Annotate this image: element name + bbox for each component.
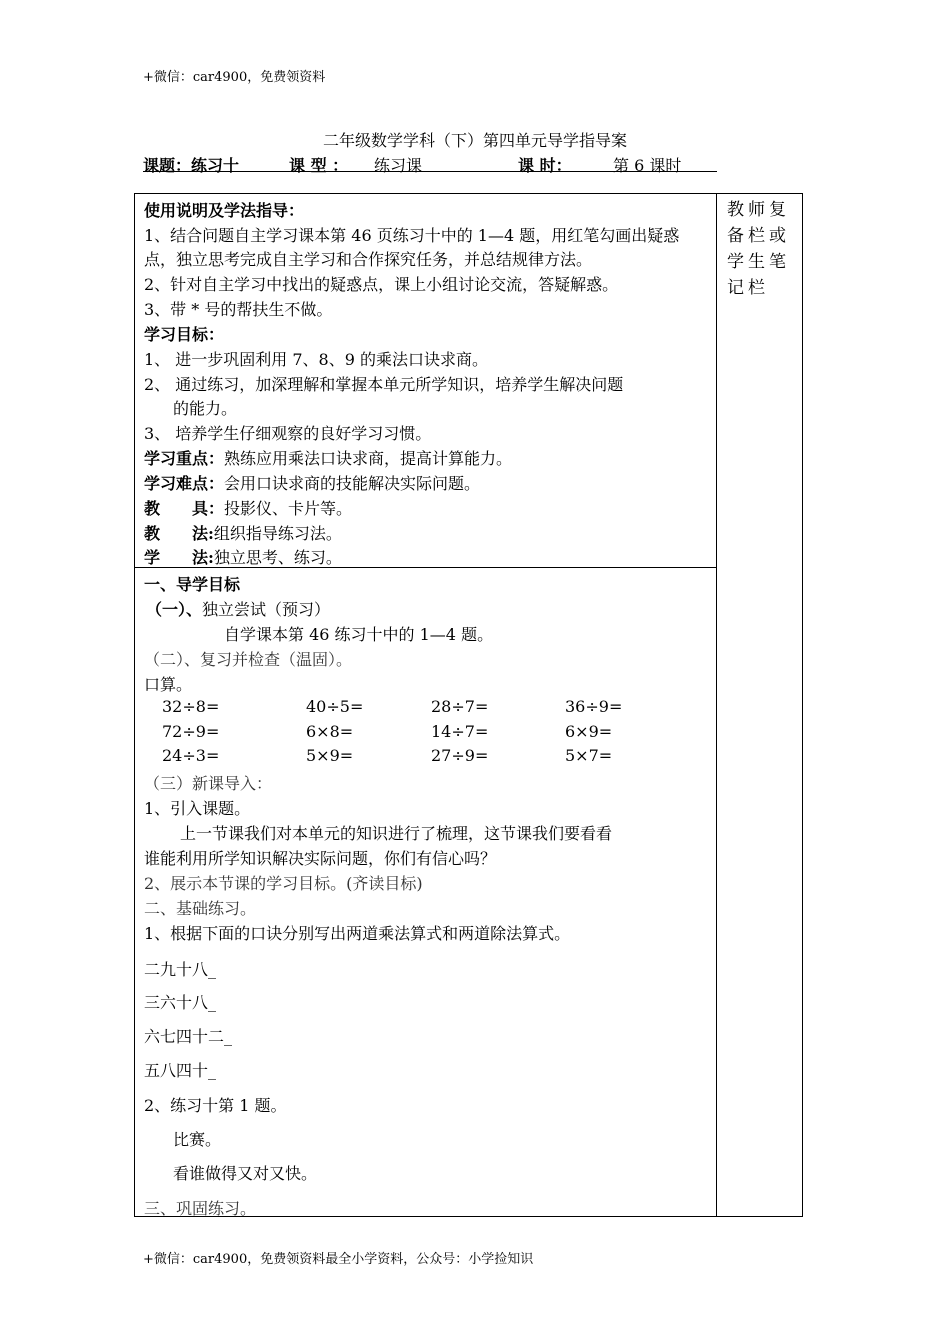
instructions-heading: 使用说明及学法指导：: [144, 201, 305, 220]
exercise-2-a: 比赛。: [173, 1130, 222, 1149]
learn-row: [144, 545, 342, 568]
instruction-1a: 1、结合问题自主学习课本第 46 页练习十中的 1—4 题，用红笔勾画出疑惑: [144, 226, 680, 245]
calc-item: 6×9=: [565, 722, 613, 741]
learn-text: 独立思考、练习。: [213, 548, 342, 567]
rhyme-item: 六七四十二_: [144, 1027, 233, 1046]
focus-text: 熟练应用乘法口诀求商，提高计算能力。: [224, 449, 513, 468]
rhyme-item: 五八四十_: [144, 1061, 217, 1080]
difficulty-text: 会用口诀求商的技能解决实际问题。: [224, 474, 481, 493]
instruction-3: 3、带 * 号的帮扶生不做。: [144, 300, 333, 319]
header-note: +微信：car4900，免费领资料: [143, 70, 326, 85]
subsection-3: （三）新课导入：: [144, 774, 273, 793]
calc-item: 14÷7=: [431, 722, 489, 741]
calc-item: 6×8=: [306, 722, 354, 741]
intro-paragraph-a: 上一节课我们对本单元的知识进行了梳理，这节课我们要看看: [180, 824, 613, 843]
exercise-2-b: 看谁做得又对又快。: [173, 1164, 318, 1183]
calc-item: 36÷9=: [565, 697, 623, 716]
teach-row: [144, 521, 342, 544]
subsection-1-detail: 自学课本第 46 练习十中的 1—4 题。: [224, 625, 494, 644]
teach-label: 教 法:: [144, 524, 214, 543]
learn-label: 学 法:: [144, 548, 214, 567]
instruction-1b: 点，独立思考完成自主学习和合作探究任务，并总结规律方法。: [144, 250, 593, 269]
exercise-1: 1、根据下面的口诀分别写出两道乘法算式和两道除法算式。: [144, 924, 571, 943]
goal-2a: 2、 通过练习，加深理解和掌握本单元所学知识，培养学生解决问题: [144, 375, 624, 394]
footer-note: +微信：car4900，免费领资料最全小学资料，公众号：小学捡知识: [143, 1252, 534, 1267]
calc-item: 27÷9=: [431, 746, 489, 765]
calc-item: 28÷7=: [431, 697, 489, 716]
tools-label: 教 具：: [144, 499, 225, 518]
type-value: 练习课: [374, 156, 423, 175]
goal-1: 1、 进一步巩固利用 7、8、9 的乘法口诀求商。: [144, 350, 488, 369]
subsection-1-label: （一）、: [146, 600, 203, 619]
column-divider: [716, 193, 717, 1217]
exercise-2: 2、练习十第 1 题。: [144, 1096, 287, 1115]
subsection-2: （二）、复习并检查（温固）。: [144, 650, 353, 669]
intro-2: 2、展示本节课的学习目标。(齐读目标): [144, 874, 423, 893]
intro-paragraph-b: 谁能利用所学知识解决实际问题，你们有信心吗？: [144, 849, 497, 868]
hours-value: 第 6 课时: [613, 156, 682, 175]
calc-item: 5×7=: [565, 746, 613, 765]
teach-text: 组织指导练习法。: [213, 524, 342, 543]
section-1-heading: 一、导学目标: [144, 575, 241, 594]
section-2-heading: 二、基础练习。: [144, 899, 257, 918]
type-label: 课 型 ：: [289, 156, 349, 175]
calc-item: 5×9=: [306, 746, 354, 765]
focus-row: [144, 446, 512, 469]
hours-label: 课 时：: [518, 156, 572, 175]
goal-2b: 的能力。: [173, 399, 238, 418]
section-3-heading: 三、巩固练习。: [144, 1199, 257, 1218]
subsection-1-text: 独立尝试（预习）: [202, 600, 331, 619]
calc-item: 32÷8=: [162, 697, 220, 716]
side-column-label: 教师复备栏或学生笔记栏: [727, 200, 790, 298]
calc-item: 40÷5=: [306, 697, 364, 716]
goal-3: 3、 培养学生仔细观察的良好学习习惯。: [144, 424, 432, 443]
tools-row: [144, 496, 352, 519]
oral-calc-label: 口算。: [144, 675, 193, 694]
intro-1: 1、引入课题。: [144, 799, 251, 818]
meta-underline: [143, 171, 717, 172]
difficulty-row: [144, 471, 480, 494]
rhyme-item: 三六十八_: [144, 993, 217, 1012]
topic-label: 课题：练习十: [143, 156, 240, 175]
instruction-2: 2、针对自主学习中找出的疑惑点，课上小组讨论交流，答疑解惑。: [144, 275, 619, 294]
tools-text: 投影仪、卡片等。: [224, 499, 353, 518]
subsection-1: [146, 597, 330, 620]
focus-label: 学习重点：: [144, 449, 225, 468]
rhyme-item: 二九十八_: [144, 960, 217, 979]
document-title: 二年级数学学科（下）第四单元导学指导案: [322, 131, 627, 150]
goals-heading: 学习目标：: [144, 325, 225, 344]
calc-item: 72÷9=: [162, 722, 220, 741]
calc-item: 24÷3=: [162, 746, 220, 765]
difficulty-label: 学习难点：: [144, 474, 225, 493]
